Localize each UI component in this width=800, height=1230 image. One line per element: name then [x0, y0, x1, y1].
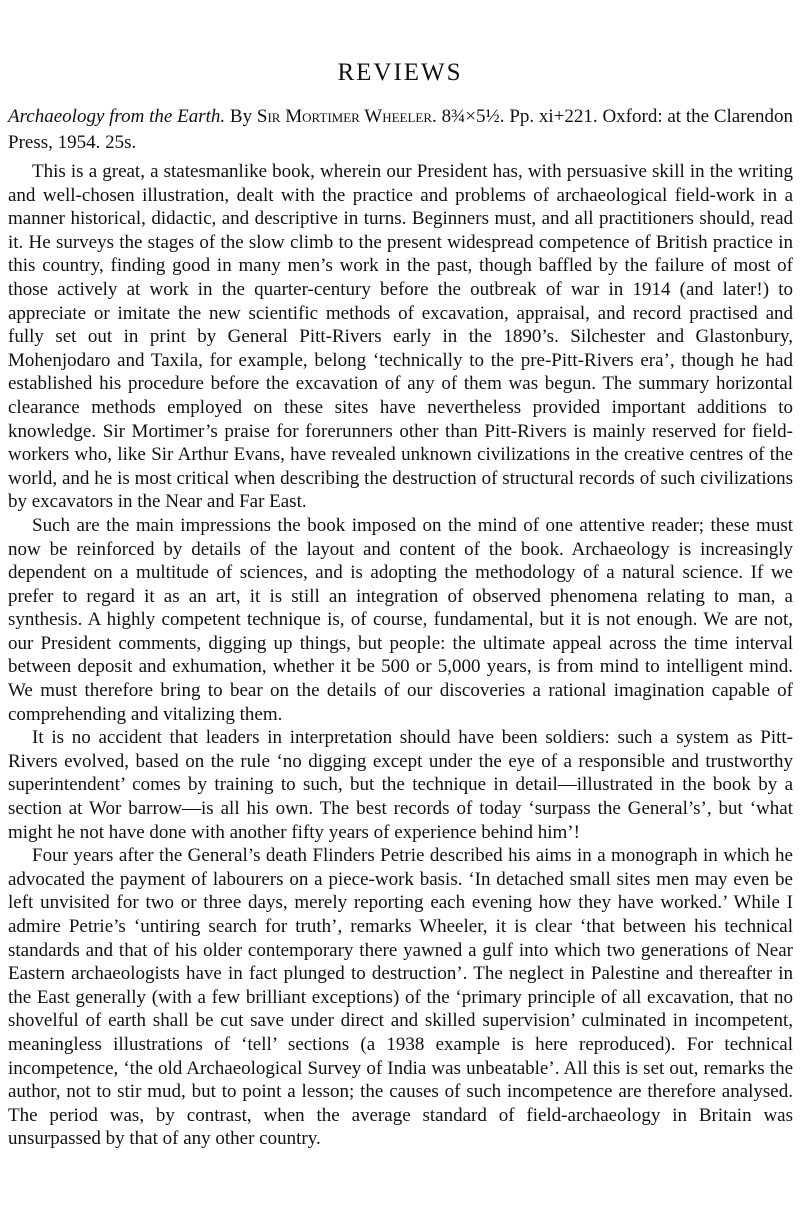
paragraph: Four years after the General’s death Flinders Petrie described his aims in a monograph in which he advocated the payment of labourers on a piece-work basis. ‘In detached small sites men may even be left unvisited for two or three days, merely reporting each evening how they have worked.’ While I admire Petrie’s ‘untiring search for truth’, remarks Wheeler, it is clear ‘that between his technical standards and that of his older contemporary there yawned a gulf into which two generations of Near Eastern archaeologists have in fact plunged to destruction’. The neglect in Palestine and thereafter in the East generally (with a few brilliant exceptions) of the ‘primary principle of all excavation, that no shovelful of earth shall be cut save under direct and skilled supervision’ culminated in incompetent, meaningless illustrations of ‘tell’ sections (a 1938 example is here reproduced). For technical incompetence, ‘the old Archaeological Survey of India was unbeatable’. All this is set out, remarks the author, not to stir mud, but to point a lesson; the causes of such incompetence are therefore analysed. The period was, by contrast, when the average standard of field-archaeology in Britain was unsurpassed by that of any other country.	[8, 845, 793, 1150]
book-citation	[8, 104, 793, 156]
section-heading: REVIEWS	[337, 59, 463, 86]
book-title: Archaeology from the Earth.	[8, 106, 226, 127]
paragraph: Such are the main impressions the book imposed on the mind of one attentive reader; these must now be reinforced by details of the layout and content of the book. Archaeology is increasingly dependent on a multitude of sciences, and is adopting the methodology of a natural science. If we prefer to regard it as an art, it is still an integration of observed phenomena relating to man, a synthesis. A highly competent technique is, of course, fundamental, but it is not enough. We are not, our President comments, digging up things, but people: the ultimate appeal across the time interval between deposit and exhumation, whether it be 500 or 5,000 years, is from mind to intelligent mind. We must therefore bring to bear on the details of our discoveries a rational imagination capable of comprehending and vitalizing them.	[8, 514, 793, 725]
review-body	[8, 160, 793, 1151]
by-label: By	[229, 106, 253, 127]
book-author: Sir Mortimer Wheeler.	[256, 106, 437, 127]
paragraph: It is no accident that leaders in interpretation should have been soldiers: such a system as Pitt-Rivers evolved, based on the rule ‘no digging except under the eye of a responsible and trustworthy superintendent’ comes by training to such, but the technique in detail—illustrated in the book by a section at Wor barrow—is all his own. The best records of today ‘surpass the General’s’, but ‘what might he not have done with another fifty years of experience behind him’!	[8, 727, 793, 843]
paragraph: This is a great, a statesmanlike book, wherein our President has, with persuasive skill in the writing and well-chosen illustration, dealt with the practice and problems of archaeological field-work in a manner historical, didactic, and descriptive in turns. Beginners must, and all practitioners should, read it. He surveys the stages of the slow climb to the present widespread competence of British practice in this country, finding good in many men’s work in the past, though baffled by the failure of most of those actively at work in the quarter-century before the outbreak of war in 1914 (and later!) to appreciate or imitate the new scientific methods of excavation, appraisal, and record practised and fully set out in print by General Pitt-Rivers early in the 1890’s. Silchester and Glastonbury, Mohenjodaro and Taxila, for example, belong ‘technically to the pre-Pitt-Rivers era’, though he had established his procedure before the excavation of any of them was begun. The summary horizontal clearance methods employed on these sites have nevertheless provided important additions to knowledge. Sir Mortimer’s praise for forerunners other than Pitt-Rivers is mainly reserved for field-workers who, like Sir Arthur Evans, have revealed unknown civilizations in the creative centres of the world, and he is most critical when describing the destruction of structural records of such civilizations by excavators in the Near and Far East.	[8, 161, 793, 513]
book-details: 8¾×5½. Pp. xi+221. Oxford: at the Clarendon Press, 1954. 25s.	[8, 106, 794, 153]
